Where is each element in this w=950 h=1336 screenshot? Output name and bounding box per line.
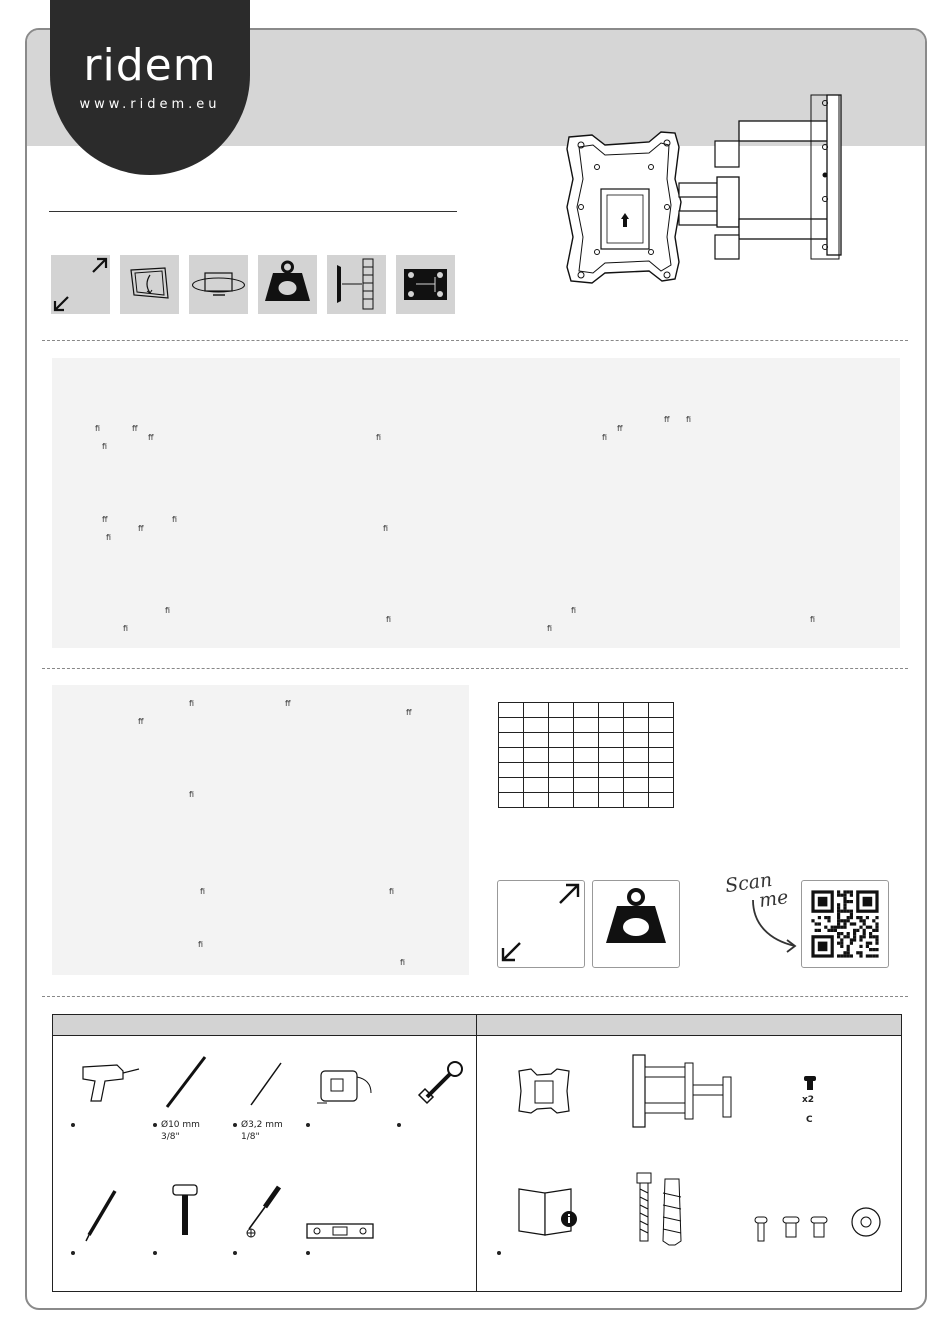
text-fragment: fi <box>389 887 395 896</box>
spec-table-cell <box>599 793 624 808</box>
separator-2 <box>42 668 908 669</box>
spec-table-cell <box>499 733 524 748</box>
text-fragment: fi <box>571 606 577 615</box>
safety-text-panel <box>52 358 900 648</box>
page-frame <box>25 28 927 1310</box>
drill-icon <box>77 1057 141 1105</box>
spec-table-cell <box>624 718 649 733</box>
spec-table-row <box>499 793 674 808</box>
spec-table-cell <box>649 748 674 763</box>
size-range-icon <box>51 255 110 314</box>
bullet <box>71 1251 75 1255</box>
spirit-level-icon <box>305 1220 375 1242</box>
tools-parts-divider <box>476 1015 477 1291</box>
wall-distance-icon <box>327 255 386 314</box>
bullet <box>306 1251 310 1255</box>
spec-table-cell <box>524 778 549 793</box>
spec-table-cell <box>549 793 574 808</box>
separator-1 <box>42 340 908 341</box>
text-fragment: fi <box>95 424 101 433</box>
bullet <box>153 1251 157 1255</box>
vesa-plate-icon <box>515 1063 573 1119</box>
drill-bit-10-label: Ø10 mm 3/8" <box>161 1120 200 1142</box>
text-fragment: fi <box>106 533 112 542</box>
bullet <box>497 1251 501 1255</box>
wrench-icon <box>415 1059 465 1109</box>
text-fragment: fi <box>400 958 406 967</box>
me-label: me <box>757 886 790 912</box>
bullet <box>233 1123 237 1127</box>
tilt-icon <box>120 255 179 314</box>
text-fragment: fi <box>172 515 178 524</box>
drill-bit-3-icon <box>247 1059 287 1109</box>
title-rule <box>49 211 457 212</box>
spec-table-row <box>499 718 674 733</box>
text-fragment: ff <box>148 433 154 442</box>
spec-table-cell <box>574 733 599 748</box>
spec-table-cell <box>624 793 649 808</box>
text-fragment: ff <box>617 424 623 433</box>
spec-table-cell <box>499 793 524 808</box>
spec-table <box>498 702 674 808</box>
screw-code-label: C <box>806 1115 813 1125</box>
spec-table-cell <box>549 718 574 733</box>
spec-table-cell <box>499 748 524 763</box>
washer-icon <box>849 1205 883 1239</box>
text-fragment: ff <box>138 717 144 726</box>
spec-table-row <box>499 763 674 778</box>
spec-table-cell <box>649 703 674 718</box>
spec-table-cell <box>599 703 624 718</box>
text-fragment: ff <box>102 515 108 524</box>
swivel-icon <box>189 255 248 314</box>
text-fragment: ff <box>132 424 138 433</box>
spec-table-cell <box>524 718 549 733</box>
bullet <box>306 1123 310 1127</box>
vesa-pattern-icon <box>396 255 455 314</box>
size-range-tile <box>497 880 585 968</box>
website-url: www.ridem.eu <box>79 97 221 112</box>
spec-table-cell <box>524 763 549 778</box>
hammer-icon <box>165 1181 205 1241</box>
spec-table-cell <box>599 718 624 733</box>
logo-text: ridem <box>83 40 217 91</box>
text-fragment: ff <box>406 708 412 717</box>
spec-table-cell <box>499 763 524 778</box>
spec-table-cell <box>649 778 674 793</box>
spec-table-cell <box>599 748 624 763</box>
scan-label: Scan <box>723 868 774 898</box>
spec-table-row <box>499 703 674 718</box>
text-fragment: ff <box>285 699 291 708</box>
bullet <box>233 1251 237 1255</box>
spec-table-cell <box>524 733 549 748</box>
spec-table-cell <box>549 733 574 748</box>
spec-table-cell <box>624 778 649 793</box>
spec-table-cell <box>574 763 599 778</box>
text-fragment: ff <box>664 415 670 424</box>
text-fragment: ff <box>138 524 144 533</box>
wall-arm-icon <box>629 1051 739 1131</box>
text-fragment: fi <box>200 887 206 896</box>
text-fragment: fi <box>383 524 389 533</box>
tools-parts-header <box>53 1015 901 1036</box>
specs-text-panel <box>52 685 469 975</box>
spec-table-cell <box>549 703 574 718</box>
spec-table-cell <box>649 718 674 733</box>
spec-table-cell <box>649 793 674 808</box>
spec-table-cell <box>499 778 524 793</box>
spec-table-cell <box>624 763 649 778</box>
text-fragment: fi <box>810 615 816 624</box>
text-fragment: fi <box>686 415 692 424</box>
spec-table-cell <box>574 778 599 793</box>
spec-table-cell <box>649 763 674 778</box>
arrow-icon <box>745 896 805 956</box>
spec-table-cell <box>599 763 624 778</box>
pencil-icon <box>81 1187 121 1243</box>
text-fragment: fi <box>123 624 129 633</box>
spec-table-row <box>499 733 674 748</box>
spec-table-cell <box>574 793 599 808</box>
spec-table-cell <box>574 748 599 763</box>
text-fragment: fi <box>547 624 553 633</box>
feature-icon-row <box>51 255 455 314</box>
spec-table-cell <box>524 748 549 763</box>
spec-table-cell <box>649 733 674 748</box>
text-fragment: fi <box>376 433 382 442</box>
bullet <box>71 1123 75 1127</box>
max-weight-tile <box>592 880 680 968</box>
mounting-screws-icon <box>753 1215 833 1245</box>
lag-bolt-anchor-icon <box>631 1169 691 1249</box>
bullet <box>397 1123 401 1127</box>
bullet <box>153 1123 157 1127</box>
text-fragment: fi <box>189 699 195 708</box>
spec-table-cell <box>499 718 524 733</box>
screw-icon <box>803 1075 817 1091</box>
tools-parts-box <box>52 1014 902 1292</box>
text-fragment: fi <box>602 433 608 442</box>
text-fragment: fi <box>386 615 392 624</box>
text-fragment: fi <box>102 442 108 451</box>
screw-count-label: x2 <box>802 1095 815 1105</box>
text-fragment: fi <box>198 940 204 949</box>
spec-table-cell <box>599 733 624 748</box>
qr-code[interactable] <box>801 880 889 968</box>
spec-table-row <box>499 778 674 793</box>
screwdriver-icon <box>239 1181 289 1241</box>
spec-table-cell <box>549 763 574 778</box>
spec-table-cell <box>549 748 574 763</box>
spec-table-cell <box>549 778 574 793</box>
drill-bit-10-icon <box>161 1053 211 1113</box>
spec-table-cell <box>499 703 524 718</box>
text-fragment: fi <box>165 606 171 615</box>
spec-table-cell <box>574 703 599 718</box>
spec-table-cell <box>624 748 649 763</box>
spec-table-cell <box>524 793 549 808</box>
drill-bit-3-label: Ø3,2 mm 1/8" <box>241 1120 283 1142</box>
spec-table-cell <box>624 733 649 748</box>
spec-table-cell <box>574 718 599 733</box>
text-fragment: fi <box>189 790 195 799</box>
spec-table-row <box>499 748 674 763</box>
spec-table-cell <box>599 778 624 793</box>
manual-icon <box>515 1183 579 1239</box>
spec-table-cell <box>524 703 549 718</box>
max-weight-icon <box>258 255 317 314</box>
tape-measure-icon <box>315 1065 375 1109</box>
separator-3 <box>42 996 908 997</box>
product-image <box>557 87 847 327</box>
spec-table-cell <box>624 703 649 718</box>
